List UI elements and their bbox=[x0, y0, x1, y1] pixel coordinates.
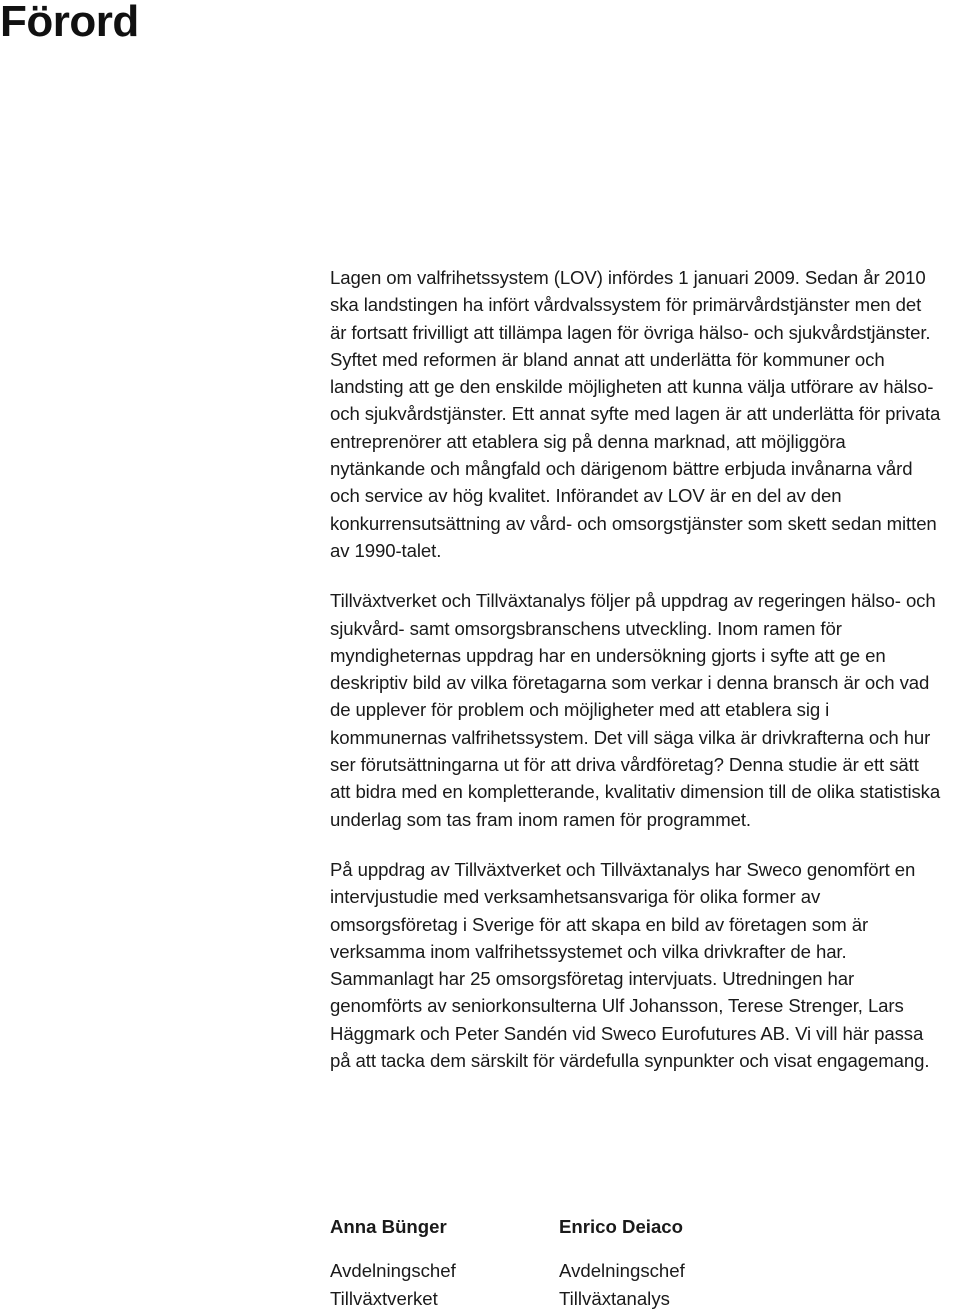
paragraph-lov-introduction: Lagen om valfrihetssystem (LOV) infördes 1 januari 2009. Sedan år 2010 ska landstingen ha infört vårdvalssystem för primärvårdstjänster men det är fortsatt frivilligt att tillämpa lagen för övriga hälso- och sjukvårdstjänster. Syftet med reformen är bland annat att underlätta för kommuner och landsting att ge den enskilde möjligheten att kunna välja utförare av hälso- och sjukvårdstjänster. Ett annat syfte med lagen är att underlätta för privata entreprenörer att etablera sig på denna marknad, att möjliggöra nytänkande och mångfald och därigenom bättre erbjuda invånarna vård och service av hög kvalitet. Införandet av LOV är en del av den konkurrensutsättning av vård- och omsorgstjänster som skett sedan mitten av 1990-talet. bbox=[330, 264, 942, 564]
signatory-organization: Tillväxtverket bbox=[330, 1285, 550, 1312]
paragraph-agency-mission: Tillväxtverket och Tillväxtanalys följer på uppdrag av regeringen hälso- och sjukvård- samt omsorgsbranschens utveckling. Inom ramen för myndigheternas uppdrag har en undersökning gjorts i syfte att ge en deskriptiv bild av vilka företagarna som verkar i denna bransch är och vad de upplever för problem och möjligheter med att etablera sig i kommunernas valfrihetssystem. Det vill säga vilka är drivkrafterna och hur ser förutsättningarna ut för att driva vårdföretag? Denna studie är ett sätt att bidra med en kompletterande, kvalitativ dimension till de olika statistiska underlag som tas fram inom ramen för programmet. bbox=[330, 587, 942, 833]
signature-tillvaxtanalys bbox=[559, 1213, 779, 1312]
paragraph-study-acknowledgement: På uppdrag av Tillväxtverket och Tillväxtanalys har Sweco genomfört en intervjustudie med verksamhetsansvariga för olika former av omsorgsföretag i Sverige för att skapa en bild av företagen som är verksamma inom valfrihetssystemet och vilka drivkrafter de har. Sammanlagt har 25 omsorgsföretag intervjuats. Utredningen har genomförts av seniorkonsulterna Ulf Johansson, Terese Strenger, Lars Häggmark och Peter Sandén vid Sweco Eurofutures AB. Vi vill här passa på att tacka dem särskilt för värdefulla synpunkter och visat engagemang. bbox=[330, 856, 942, 1074]
signatory-title: Avdelningschef bbox=[330, 1257, 550, 1285]
signatory-organization: Tillväxtanalys bbox=[559, 1285, 779, 1312]
signatory-title: Avdelningschef bbox=[559, 1257, 779, 1285]
page-title: Förord bbox=[0, 0, 139, 50]
signatory-name: Anna Bünger bbox=[330, 1213, 550, 1240]
signature-block bbox=[330, 1213, 930, 1305]
signatory-name: Enrico Deiaco bbox=[559, 1213, 779, 1240]
signature-tillvaxtverket bbox=[330, 1213, 550, 1312]
foreword-body bbox=[330, 264, 942, 1097]
